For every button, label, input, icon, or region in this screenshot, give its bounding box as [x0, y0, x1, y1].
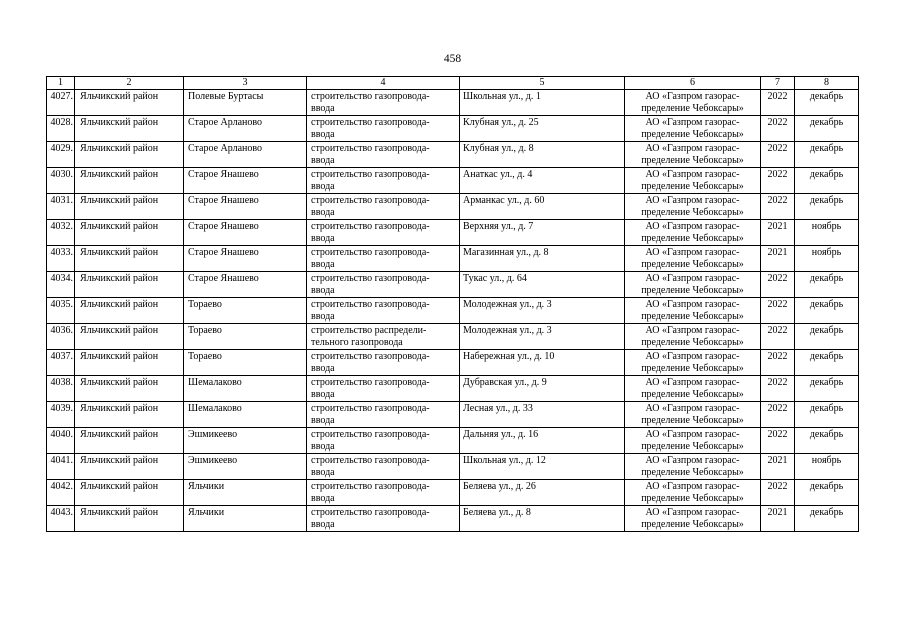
month-cell: декабрь: [795, 402, 859, 428]
address-cell: Арманкас ул., д. 60: [460, 194, 625, 220]
year-cell: 2021: [761, 220, 795, 246]
organization-cell: [625, 168, 761, 194]
work-type-cell: [307, 272, 460, 298]
settlement-cell: Шемалаково: [184, 402, 307, 428]
organization-line: пределение Чебоксары»: [641, 441, 744, 452]
row-number: 4027.: [47, 90, 75, 116]
organization-line: пределение Чебоксары»: [641, 389, 744, 400]
row-number: 4037.: [47, 350, 75, 376]
work-type-cell: [307, 116, 460, 142]
organization-line: АО «Газпром газорас-: [645, 117, 740, 128]
year-cell: 2021: [761, 454, 795, 480]
work-type-cell: [307, 246, 460, 272]
organization-line: пределение Чебоксары»: [641, 259, 744, 270]
organization-line: пределение Чебоксары»: [641, 311, 744, 322]
column-header-3: 3: [184, 77, 307, 90]
organization-line: пределение Чебоксары»: [641, 519, 744, 530]
work-type-cell: [307, 480, 460, 506]
organization-cell: [625, 428, 761, 454]
work-type-line: ввода: [311, 415, 335, 426]
district-cell: Яльчикский район: [75, 168, 184, 194]
work-type-line: строительство газопровода-: [311, 481, 430, 492]
row-number: 4043.: [47, 506, 75, 532]
organization-line: пределение Чебоксары»: [641, 233, 744, 244]
work-type-line: строительство газопровода-: [311, 273, 430, 284]
month-cell: ноябрь: [795, 220, 859, 246]
organization-line: АО «Газпром газорас-: [645, 195, 740, 206]
organization-cell: [625, 376, 761, 402]
work-type-line: строительство газопровода-: [311, 377, 430, 388]
table-row: [47, 194, 859, 220]
settlement-cell: Шемалаково: [184, 376, 307, 402]
organization-line: АО «Газпром газорас-: [645, 455, 740, 466]
address-cell: Верхняя ул., д. 7: [460, 220, 625, 246]
work-type-line: ввода: [311, 207, 335, 218]
row-number: 4036.: [47, 324, 75, 350]
work-type-cell: [307, 506, 460, 532]
year-cell: 2022: [761, 428, 795, 454]
table-row: [47, 90, 859, 116]
settlement-cell: Старое Янашево: [184, 194, 307, 220]
district-cell: Яльчикский район: [75, 194, 184, 220]
settlement-cell: Тораево: [184, 324, 307, 350]
column-header-2: 2: [75, 77, 184, 90]
work-type-line: строительство газопровода-: [311, 507, 430, 518]
year-cell: 2021: [761, 506, 795, 532]
settlement-cell: Полевые Буртасы: [184, 90, 307, 116]
work-type-line: строительство газопровода-: [311, 221, 430, 232]
work-type-cell: [307, 90, 460, 116]
year-cell: 2022: [761, 376, 795, 402]
address-cell: Лесная ул., д. 33: [460, 402, 625, 428]
organization-cell: [625, 246, 761, 272]
column-header-4: 4: [307, 77, 460, 90]
row-number: 4032.: [47, 220, 75, 246]
column-header-6: 6: [625, 77, 761, 90]
organization-line: АО «Газпром газорас-: [645, 325, 740, 336]
address-cell: Школьная ул., д. 12: [460, 454, 625, 480]
district-cell: Яльчикский район: [75, 90, 184, 116]
work-type-line: ввода: [311, 259, 335, 270]
row-number: 4040.: [47, 428, 75, 454]
month-cell: декабрь: [795, 480, 859, 506]
organization-line: АО «Газпром газорас-: [645, 299, 740, 310]
column-header-1: 1: [47, 77, 75, 90]
work-type-cell: [307, 376, 460, 402]
address-cell: Набережная ул., д. 10: [460, 350, 625, 376]
month-cell: декабрь: [795, 428, 859, 454]
month-cell: декабрь: [795, 116, 859, 142]
row-number: 4029.: [47, 142, 75, 168]
row-number: 4034.: [47, 272, 75, 298]
settlement-cell: Старое Янашево: [184, 272, 307, 298]
table-row: [47, 350, 859, 376]
organization-line: АО «Газпром газорас-: [645, 507, 740, 518]
district-cell: Яльчикский район: [75, 298, 184, 324]
organization-line: пределение Чебоксары»: [641, 181, 744, 192]
work-type-cell: [307, 428, 460, 454]
organization-line: пределение Чебоксары»: [641, 129, 744, 140]
work-type-line: строительство газопровода-: [311, 169, 430, 180]
district-cell: Яльчикский район: [75, 402, 184, 428]
work-type-line: ввода: [311, 155, 335, 166]
work-type-line: строительство газопровода-: [311, 117, 430, 128]
work-type-line: строительство газопровода-: [311, 351, 430, 362]
organization-cell: [625, 272, 761, 298]
settlement-cell: Эшмикеево: [184, 428, 307, 454]
work-type-line: ввода: [311, 493, 335, 504]
work-type-cell: [307, 454, 460, 480]
organization-line: АО «Газпром газорас-: [645, 247, 740, 258]
organization-line: пределение Чебоксары»: [641, 285, 744, 296]
year-cell: 2022: [761, 324, 795, 350]
settlement-cell: Эшмикеево: [184, 454, 307, 480]
work-type-cell: [307, 298, 460, 324]
organization-line: пределение Чебоксары»: [641, 467, 744, 478]
month-cell: декабрь: [795, 142, 859, 168]
year-cell: 2022: [761, 402, 795, 428]
organization-line: АО «Газпром газорас-: [645, 221, 740, 232]
district-cell: Яльчикский район: [75, 480, 184, 506]
settlement-cell: Тораево: [184, 298, 307, 324]
row-number: 4033.: [47, 246, 75, 272]
month-cell: декабрь: [795, 90, 859, 116]
work-type-line: ввода: [311, 441, 335, 452]
table-row: [47, 376, 859, 402]
organization-cell: [625, 194, 761, 220]
organization-line: АО «Газпром газорас-: [645, 377, 740, 388]
work-type-line: тельного газопровода: [311, 337, 403, 348]
settlement-cell: Старое Янашево: [184, 220, 307, 246]
table-row: [47, 142, 859, 168]
table-row: [47, 454, 859, 480]
month-cell: декабрь: [795, 350, 859, 376]
year-cell: 2022: [761, 194, 795, 220]
work-type-line: ввода: [311, 285, 335, 296]
organization-cell: [625, 402, 761, 428]
organization-line: пределение Чебоксары»: [641, 415, 744, 426]
year-cell: 2021: [761, 246, 795, 272]
district-cell: Яльчикский район: [75, 220, 184, 246]
address-cell: Молодежная ул., д. 3: [460, 324, 625, 350]
address-cell: Беляева ул., д. 26: [460, 480, 625, 506]
year-cell: 2022: [761, 350, 795, 376]
month-cell: декабрь: [795, 506, 859, 532]
work-type-line: ввода: [311, 181, 335, 192]
month-cell: ноябрь: [795, 246, 859, 272]
address-cell: Тукас ул., д. 64: [460, 272, 625, 298]
organization-cell: [625, 298, 761, 324]
address-cell: Молодежная ул., д. 3: [460, 298, 625, 324]
row-number: 4028.: [47, 116, 75, 142]
settlement-cell: Яльчики: [184, 506, 307, 532]
work-type-line: ввода: [311, 363, 335, 374]
district-cell: Яльчикский район: [75, 272, 184, 298]
month-cell: декабрь: [795, 376, 859, 402]
organization-line: АО «Газпром газорас-: [645, 169, 740, 180]
header-row: [47, 77, 859, 90]
table-row: [47, 402, 859, 428]
column-header-7: 7: [761, 77, 795, 90]
organization-line: АО «Газпром газорас-: [645, 403, 740, 414]
district-cell: Яльчикский район: [75, 142, 184, 168]
year-cell: 2022: [761, 168, 795, 194]
work-type-line: ввода: [311, 389, 335, 400]
work-type-cell: [307, 220, 460, 246]
table-row: [47, 246, 859, 272]
work-type-line: строительство распредели-: [311, 325, 427, 336]
year-cell: 2022: [761, 90, 795, 116]
organization-cell: [625, 506, 761, 532]
row-number: 4041.: [47, 454, 75, 480]
gas-works-table: [46, 76, 859, 532]
year-cell: 2022: [761, 142, 795, 168]
page-number: 458: [443, 53, 462, 65]
table-row: [47, 324, 859, 350]
work-type-cell: [307, 194, 460, 220]
organization-line: АО «Газпром газорас-: [645, 91, 740, 102]
work-type-cell: [307, 402, 460, 428]
district-cell: Яльчикский район: [75, 246, 184, 272]
address-cell: Беляева ул., д. 8: [460, 506, 625, 532]
district-cell: Яльчикский район: [75, 454, 184, 480]
organization-line: АО «Газпром газорас-: [645, 143, 740, 154]
work-type-cell: [307, 350, 460, 376]
organization-line: пределение Чебоксары»: [641, 493, 744, 504]
work-type-line: строительство газопровода-: [311, 143, 430, 154]
work-type-line: ввода: [311, 129, 335, 140]
district-cell: Яльчикский район: [75, 428, 184, 454]
settlement-cell: Яльчики: [184, 480, 307, 506]
address-cell: Дальняя ул., д. 16: [460, 428, 625, 454]
row-number: 4031.: [47, 194, 75, 220]
settlement-cell: Тораево: [184, 350, 307, 376]
address-cell: Дубравская ул., д. 9: [460, 376, 625, 402]
district-cell: Яльчикский район: [75, 324, 184, 350]
district-cell: Яльчикский район: [75, 116, 184, 142]
organization-cell: [625, 350, 761, 376]
month-cell: декабрь: [795, 324, 859, 350]
address-cell: Магазинная ул., д. 8: [460, 246, 625, 272]
organization-cell: [625, 220, 761, 246]
work-type-line: строительство газопровода-: [311, 429, 430, 440]
table-row: [47, 220, 859, 246]
work-type-cell: [307, 168, 460, 194]
work-type-line: строительство газопровода-: [311, 195, 430, 206]
table-row: [47, 480, 859, 506]
organization-cell: [625, 454, 761, 480]
organization-cell: [625, 90, 761, 116]
organization-cell: [625, 324, 761, 350]
month-cell: декабрь: [795, 298, 859, 324]
month-cell: декабрь: [795, 168, 859, 194]
table-row: [47, 298, 859, 324]
district-cell: Яльчикский район: [75, 506, 184, 532]
work-type-line: строительство газопровода-: [311, 247, 430, 258]
address-cell: Анаткас ул., д. 4: [460, 168, 625, 194]
row-number: 4038.: [47, 376, 75, 402]
column-header-8: 8: [795, 77, 859, 90]
table-row: [47, 168, 859, 194]
work-type-line: ввода: [311, 311, 335, 322]
organization-cell: [625, 480, 761, 506]
work-type-line: строительство газопровода-: [311, 299, 430, 310]
organization-cell: [625, 142, 761, 168]
month-cell: ноябрь: [795, 454, 859, 480]
row-number: 4035.: [47, 298, 75, 324]
district-cell: Яльчикский район: [75, 350, 184, 376]
work-type-line: строительство газопровода-: [311, 403, 430, 414]
organization-line: пределение Чебоксары»: [641, 155, 744, 166]
table-row: [47, 428, 859, 454]
row-number: 4039.: [47, 402, 75, 428]
settlement-cell: Старое Янашево: [184, 168, 307, 194]
table-row: [47, 272, 859, 298]
work-type-cell: [307, 324, 460, 350]
organization-line: АО «Газпром газорас-: [645, 481, 740, 492]
work-type-line: строительство газопровода-: [311, 91, 430, 102]
row-number: 4030.: [47, 168, 75, 194]
settlement-cell: Старое Арланово: [184, 116, 307, 142]
work-type-line: ввода: [311, 233, 335, 244]
organization-line: пределение Чебоксары»: [641, 103, 744, 114]
row-number: 4042.: [47, 480, 75, 506]
work-type-line: ввода: [311, 467, 335, 478]
year-cell: 2022: [761, 272, 795, 298]
organization-cell: [625, 116, 761, 142]
work-type-line: ввода: [311, 519, 335, 530]
address-cell: Клубная ул., д. 8: [460, 142, 625, 168]
district-cell: Яльчикский район: [75, 376, 184, 402]
work-type-line: ввода: [311, 103, 335, 114]
settlement-cell: Старое Арланово: [184, 142, 307, 168]
address-cell: Школьная ул., д. 1: [460, 90, 625, 116]
year-cell: 2022: [761, 298, 795, 324]
work-type-line: строительство газопровода-: [311, 455, 430, 466]
column-header-5: 5: [460, 77, 625, 90]
month-cell: декабрь: [795, 194, 859, 220]
month-cell: декабрь: [795, 272, 859, 298]
work-type-cell: [307, 142, 460, 168]
organization-line: АО «Газпром газорас-: [645, 273, 740, 284]
organization-line: АО «Газпром газорас-: [645, 351, 740, 362]
settlement-cell: Старое Янашево: [184, 246, 307, 272]
year-cell: 2022: [761, 116, 795, 142]
address-cell: Клубная ул., д. 25: [460, 116, 625, 142]
year-cell: 2022: [761, 480, 795, 506]
table-row: [47, 506, 859, 532]
organization-line: пределение Чебоксары»: [641, 337, 744, 348]
organization-line: пределение Чебоксары»: [641, 363, 744, 374]
table-row: [47, 116, 859, 142]
organization-line: АО «Газпром газорас-: [645, 429, 740, 440]
organization-line: пределение Чебоксары»: [641, 207, 744, 218]
